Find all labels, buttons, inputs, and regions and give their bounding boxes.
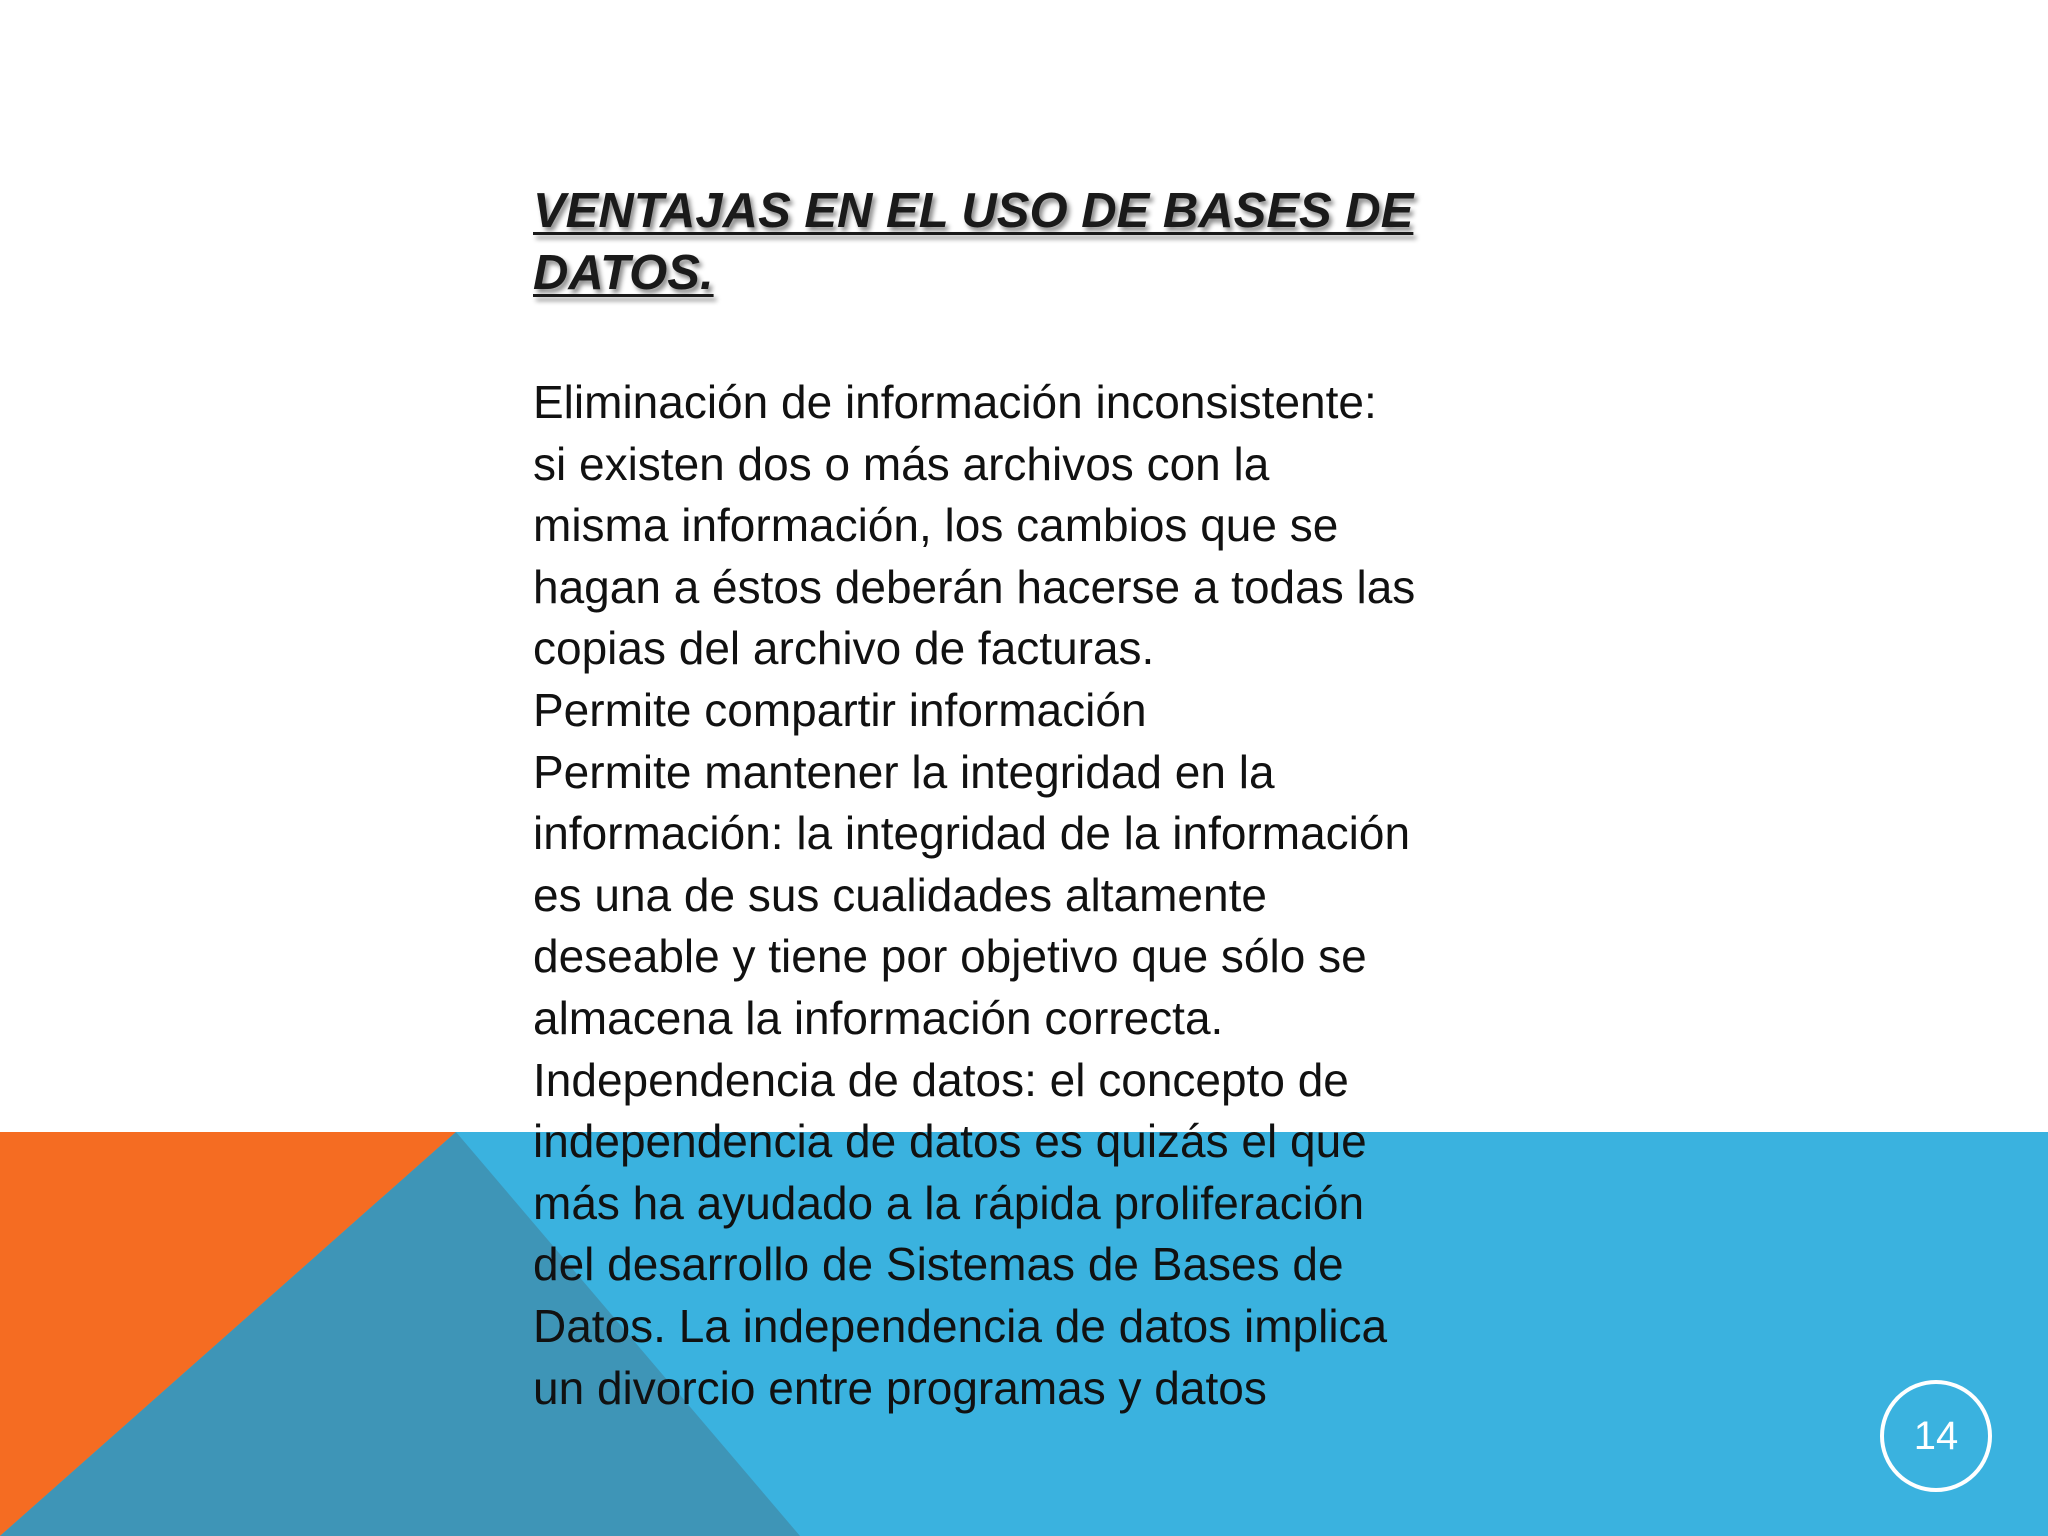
body-line: independencia de datos es quizás el que [533, 1115, 1367, 1168]
body-line: Permite compartir información [533, 683, 1147, 736]
body-line: Permite mantener la integridad en la [533, 745, 1275, 798]
body-line: Datos. La independencia de datos implica [533, 1299, 1388, 1352]
body-line: si existen dos o más archivos con la [533, 437, 1270, 490]
body-line: almacena la información correcta. [533, 991, 1224, 1044]
body-line: un divorcio entre programas y datos [533, 1361, 1267, 1414]
body-line: Independencia de datos: el concepto de [533, 1053, 1349, 1106]
body-line: hagan a éstos deberán hacerse a todas las [533, 560, 1416, 613]
body-line: del desarrollo de Sistemas de Bases de [533, 1238, 1344, 1291]
body-line: información: la integridad de la información [533, 807, 1411, 860]
body-line: Eliminación de información inconsistente: [533, 376, 1377, 428]
body-line: es una de sus cualidades altamente [533, 868, 1267, 921]
slide-title: VENTAJAS EN EL USO DE BASES DE DATOS. [533, 184, 1414, 300]
body-line: misma información, los cambios que se [533, 499, 1339, 552]
body-line: copias del archivo de facturas. [533, 622, 1155, 675]
body-line: deseable y tiene por objetivo que sólo se [533, 930, 1367, 983]
body-line: más ha ayudado a la rápida proliferación [533, 1176, 1365, 1229]
slide-content [533, 180, 1543, 1419]
slide-body [533, 372, 1543, 1419]
page-number-badge: 14 [1880, 1380, 1992, 1492]
